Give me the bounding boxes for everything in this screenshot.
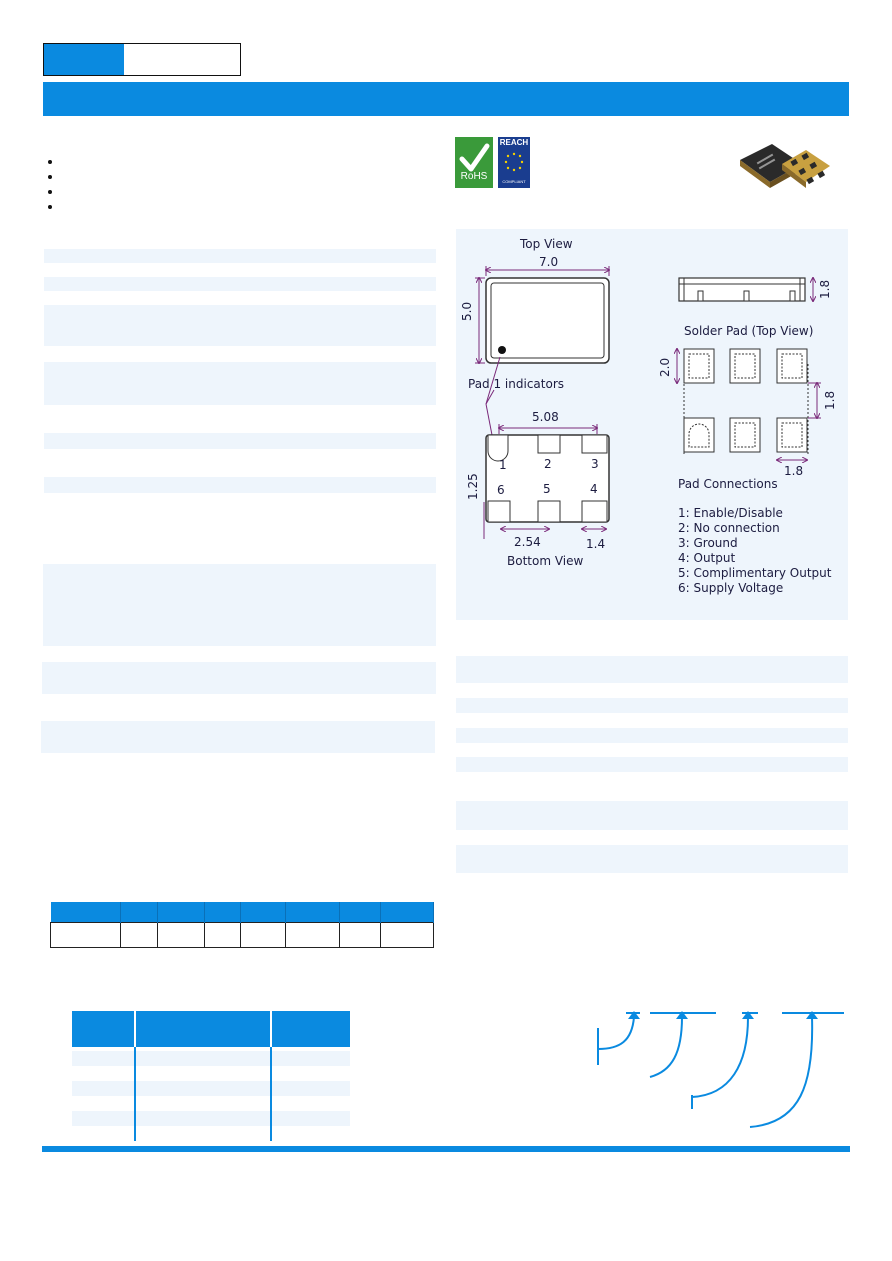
- spec-band: [44, 305, 436, 346]
- mechanical-drawing-panel: [456, 229, 848, 620]
- top-view-label: Top View: [520, 237, 573, 251]
- pad-connection-item: 6: Supply Voltage: [678, 581, 784, 595]
- feature-bullet: [48, 190, 52, 194]
- pad-connection-item: 4: Output: [678, 551, 736, 565]
- dim-pad-width: 1.8: [784, 464, 804, 478]
- spec-band: [44, 477, 436, 493]
- dim-pad-gap: 1.8: [823, 390, 837, 410]
- spec-band: [44, 362, 436, 405]
- spec-table-header-cell: [51, 902, 121, 922]
- spec-table-cell: [120, 922, 157, 947]
- spec-band: [456, 801, 848, 830]
- bottom-view-label: Bottom View: [507, 554, 584, 568]
- spec-band: [42, 662, 436, 694]
- spec-table-cell: [204, 922, 241, 947]
- part-number-table: [72, 1011, 350, 1141]
- rohs-label: RoHS: [460, 171, 488, 182]
- part-number-row: [72, 1051, 350, 1066]
- bottom-view-package: [486, 435, 609, 522]
- feature-bullet: [48, 205, 52, 209]
- spec-band: [44, 433, 436, 449]
- dim-width: 5.0: [460, 301, 474, 321]
- spec-table-header-cell: [157, 902, 204, 922]
- dim-pitch-short: 2.54: [514, 535, 541, 549]
- spec-table-cell: [241, 922, 286, 947]
- reach-label: REACH: [499, 138, 529, 147]
- spec-table-cell: [286, 922, 340, 947]
- dim-pad-len: 2.0: [658, 357, 672, 377]
- spec-table-cell: [381, 922, 434, 947]
- footer-bar: [42, 1146, 850, 1152]
- dim-edge: 1.4: [586, 537, 606, 551]
- part-number-header-cell: [271, 1011, 350, 1047]
- side-view-package: [679, 278, 805, 301]
- part-number-row: [72, 1066, 350, 1081]
- feature-bullet: [48, 175, 52, 179]
- title-bar: [43, 82, 849, 116]
- top-view-package: [486, 278, 609, 363]
- spec-table-header-cell: [286, 902, 340, 922]
- spec-band: [43, 564, 436, 646]
- pin-number: 6: [497, 483, 505, 497]
- feature-bullet: [48, 160, 52, 164]
- part-number-row: [72, 1096, 350, 1111]
- pad-connection-item: 5: Complimentary Output: [678, 566, 832, 580]
- part-number-row: [72, 1081, 350, 1096]
- spec-table-cell: [51, 922, 121, 947]
- spec-table-header-cell: [340, 902, 381, 922]
- spec-band: [456, 698, 848, 713]
- spec-table-row: [51, 922, 434, 947]
- dim-height: 1.8: [818, 279, 832, 299]
- part-number-table-header: [72, 1011, 350, 1047]
- header-brand-block: [44, 44, 124, 75]
- part-number-row: [72, 1111, 350, 1126]
- pin-number: 4: [590, 482, 598, 496]
- pin-number: 2: [544, 457, 552, 471]
- pin-number: 5: [543, 482, 551, 496]
- product-photo: [736, 136, 832, 200]
- reach-badge: [498, 137, 530, 188]
- reach-sub-label: COMPLIANT: [502, 179, 526, 184]
- spec-table: [50, 902, 434, 948]
- spec-table-header-cell: [204, 902, 241, 922]
- spec-band: [456, 757, 848, 772]
- dim-pad-height: 1.25: [466, 473, 480, 500]
- pin-number: 3: [591, 457, 599, 471]
- part-number-header-cell: [135, 1011, 271, 1047]
- spec-table-cell: [340, 922, 381, 947]
- pad-connection-item: 3: Ground: [678, 536, 738, 550]
- spec-band: [41, 721, 435, 753]
- pad-connection-item: 1: Enable/Disable: [678, 506, 783, 520]
- spec-band: [456, 656, 848, 683]
- spec-table-header-cell: [120, 902, 157, 922]
- pad-connection-item: 2: No connection: [678, 521, 780, 535]
- dim-pitch-long: 5.08: [532, 410, 559, 424]
- spec-table-header-cell: [241, 902, 286, 922]
- spec-band: [456, 845, 848, 873]
- spec-band: [456, 728, 848, 743]
- pad-connections-title: Pad Connections: [678, 477, 778, 491]
- spec-band: [44, 249, 436, 263]
- rohs-badge: [455, 137, 493, 188]
- solder-pad-title: Solder Pad (Top View): [684, 324, 814, 338]
- spec-band: [44, 277, 436, 291]
- dim-length: 7.0: [539, 255, 559, 269]
- part-number-row: [72, 1126, 350, 1141]
- header-part-box: [43, 43, 241, 76]
- spec-table-header: [51, 902, 434, 922]
- part-number-breakdown-diagram: [590, 1005, 860, 1145]
- header-part-field: [124, 44, 240, 75]
- pad1-indicators-label: Pad 1 indicators: [468, 377, 565, 391]
- part-number-header-cell: [72, 1011, 135, 1047]
- spec-table-cell: [157, 922, 204, 947]
- spec-table-header-cell: [381, 902, 434, 922]
- pin-number: 1: [499, 458, 507, 472]
- solder-pad-layout: [684, 349, 808, 454]
